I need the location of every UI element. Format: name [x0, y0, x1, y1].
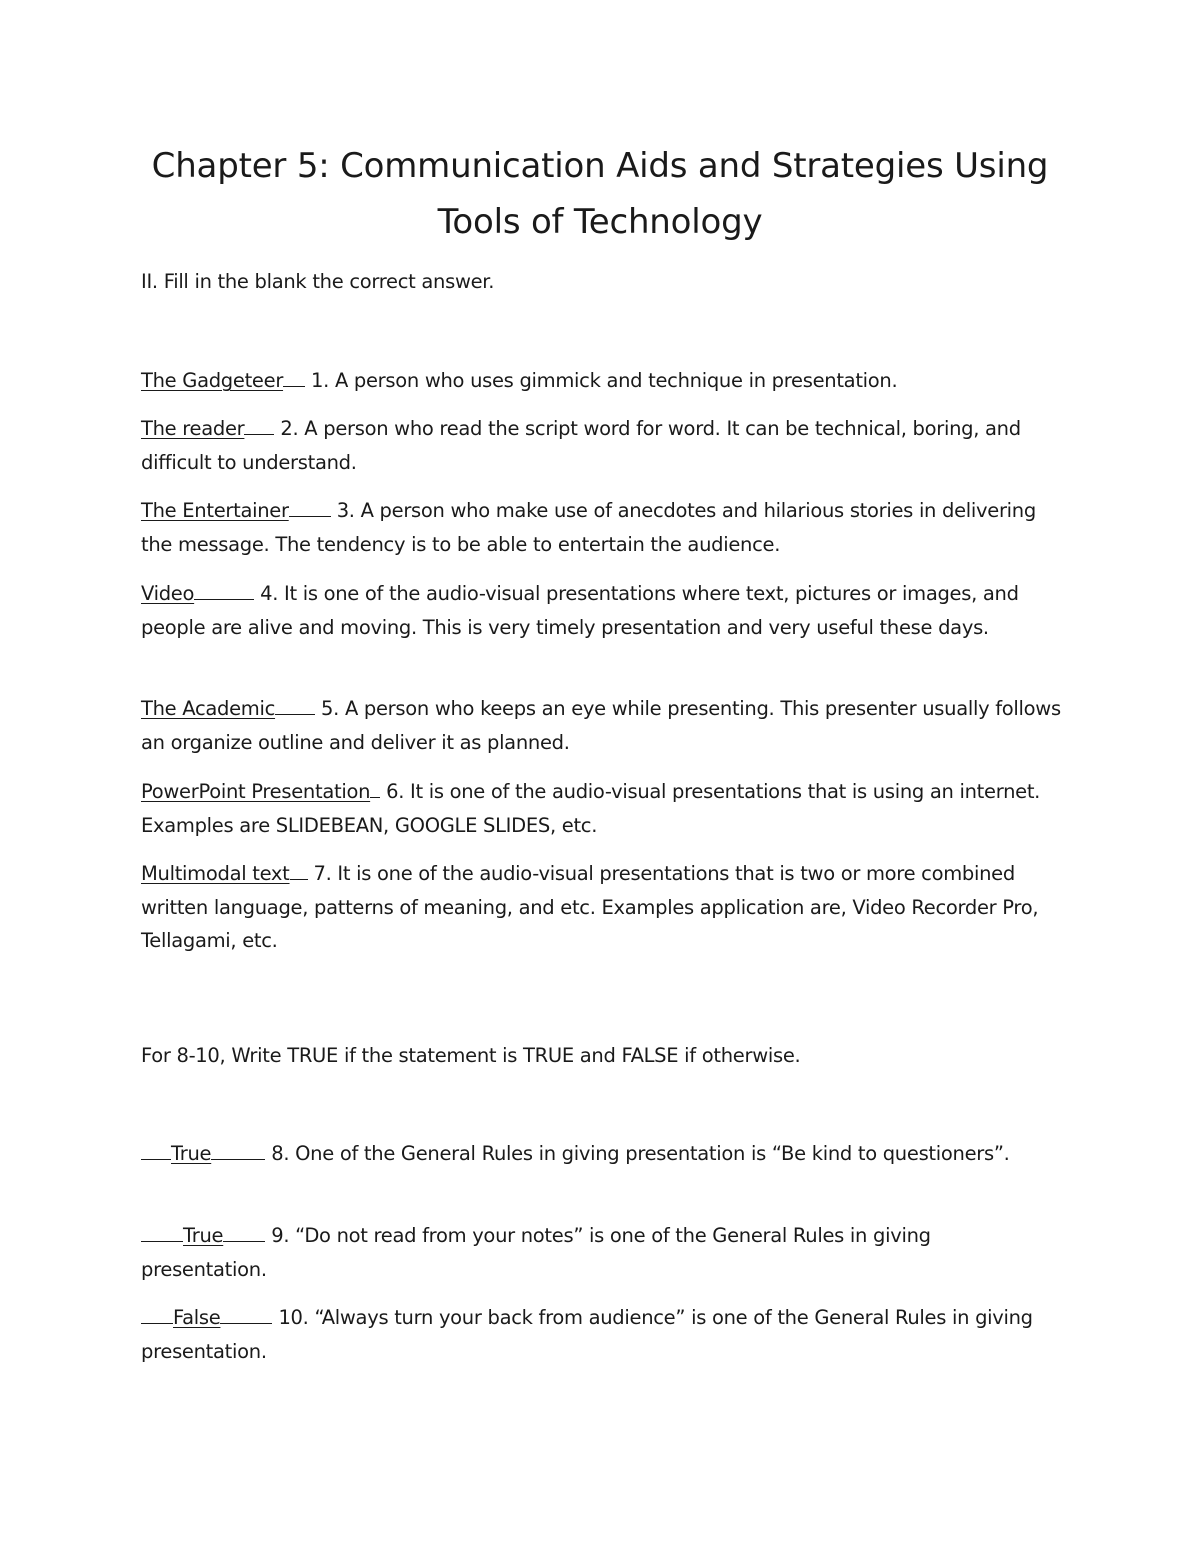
question-8 — [141, 1137, 1061, 1171]
blank-line — [223, 1240, 265, 1242]
question-5 — [141, 692, 1061, 759]
title-line-1: Chapter 5: Communication Aids and Strategies Using — [151, 146, 1049, 186]
question-6 — [141, 775, 1061, 842]
answer-9: True — [183, 1224, 224, 1247]
question-6-text: 6. It is one of the audio-visual presentations that is using an internet. Examples are SLIDEBEAN, GOOGLE SLIDES, etc. — [141, 780, 1041, 837]
question-7-text: 7. It is one of the audio-visual presentations that is two or more combined written language, patterns of meaning, and etc. Examples application are, Video Recorder Pro, Tellagami, etc. — [141, 862, 1039, 952]
page-title — [120, 138, 1080, 250]
question-3-text: 3. A person who make use of anecdotes and hilarious stories in delivering the message. The tendency is to be able to entertain the audience. — [141, 499, 1036, 556]
title-line-2: Tools of Technology — [437, 202, 763, 242]
blank-line — [290, 878, 308, 880]
answer-6: PowerPoint Presentation — [141, 780, 371, 803]
blank-line — [141, 1240, 183, 1242]
question-4 — [141, 577, 1061, 644]
blank-line — [275, 713, 315, 715]
answer-4: Video — [141, 582, 195, 605]
question-4-text: 4. It is one of the audio-visual presentations where text, pictures or images, and people are alive and moving. This is very timely presentation and very useful these days. — [141, 582, 1019, 639]
blank-line — [194, 598, 254, 600]
blank-line — [370, 796, 380, 798]
answer-3: The Entertainer — [141, 499, 289, 522]
answer-10: False — [173, 1306, 221, 1329]
question-3 — [141, 494, 1061, 561]
blank-line — [141, 1322, 173, 1324]
question-10 — [141, 1301, 1061, 1368]
answer-5: The Academic — [141, 697, 276, 720]
question-9 — [141, 1219, 1061, 1286]
blank-line — [289, 515, 331, 517]
question-7 — [141, 857, 1061, 958]
question-8-text: 8. One of the General Rules in giving presentation is “Be kind to questioners”. — [271, 1142, 1010, 1165]
question-2-text: 2. A person who read the script word for word. It can be technical, boring, and difficult to understand. — [141, 417, 1021, 474]
question-2 — [141, 412, 1061, 479]
blank-line — [211, 1158, 265, 1160]
section-3-instruction: For 8-10, Write TRUE if the statement is TRUE and FALSE if otherwise. — [141, 1044, 801, 1067]
answer-8: True — [171, 1142, 212, 1165]
question-5-text: 5. A person who keeps an eye while presenting. This presenter usually follows an organize outline and deliver it as planned. — [141, 697, 1061, 754]
question-1-text: 1. A person who uses gimmick and technique in presentation. — [311, 369, 898, 392]
section-2-instruction: II. Fill in the blank the correct answer. — [141, 270, 495, 293]
answer-7: Multimodal text — [141, 862, 290, 885]
question-9-text: 9. “Do not read from your notes” is one of the General Rules in giving presentation. — [141, 1224, 931, 1281]
blank-line — [244, 433, 274, 435]
blank-line — [220, 1322, 272, 1324]
blank-line — [283, 385, 305, 387]
question-1 — [141, 364, 1061, 398]
blank-line — [141, 1158, 171, 1160]
question-10-text: 10. “Always turn your back from audience” is one of the General Rules in giving presentation. — [141, 1306, 1033, 1363]
answer-1: The Gadgeteer — [141, 369, 284, 392]
answer-2: The reader — [141, 417, 245, 440]
